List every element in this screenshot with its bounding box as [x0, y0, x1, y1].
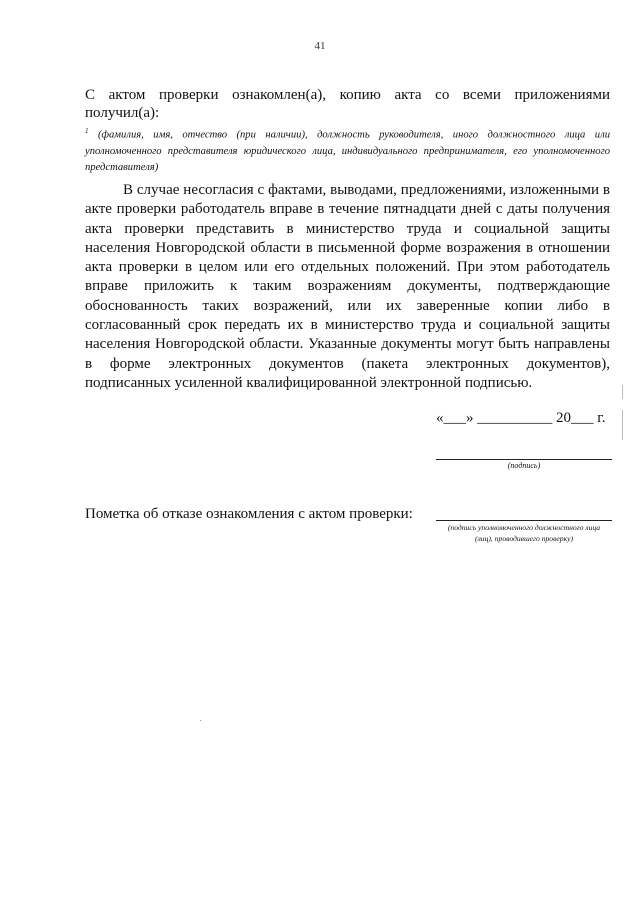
footnote-text: (фамилия, имя, отчество (при наличии), должность руководителя, иного должностного лица или уполномоченного представителя юридического лица, индивидуального предпринимателя, его уполномоченного представителя)	[85, 129, 611, 173]
acknowledgement-line-2: получил(а):	[85, 105, 160, 121]
page-number: 41	[314, 40, 326, 52]
scan-artifact	[200, 720, 201, 721]
scan-artifact	[622, 385, 623, 399]
refusal-label: Пометка об отказе ознакомления с актом проверки:	[85, 506, 413, 522]
refusal-caption-line-1: (подпись уполномоченного должностного лица	[447, 523, 601, 532]
scan-artifact	[622, 410, 623, 440]
acknowledgement-line-1: С актом проверки ознакомлен(а), копию акта со всеми приложениями	[85, 87, 610, 103]
refusal-caption-line-2: (лиц), проводившего проверку)	[474, 534, 574, 543]
objection-paragraph: В случае несогласия с фактами, выводами, предложениями, изложенными в акте проверки работодатель вправе в течение пятнадцати дней с даты получения акта проверки представить в министерство труда и социальной защиты населения Новгородской области в письменной форме возражения в отношении акта проверки в целом или его отдельных положений. При этом работодатель вправе приложить к таким возражениям документы, подтверждающие обоснованность таких возражений, или их заверенные копии либо в согласованный срок передать их в министерство труда и социальной защиты населения Новгородской области. Указанные документы могут быть направлены в форме электронных документов (пакета электронных документов), подписанных усиленной квалифицированной электронной подписью.	[85, 182, 610, 391]
refusal-signature-line	[436, 520, 612, 521]
signature-caption: (подпись)	[507, 461, 541, 470]
footnote	[85, 123, 610, 176]
date-line: «___» __________ 20___ г.	[436, 410, 606, 426]
signature-line	[436, 459, 612, 460]
refusal-caption	[430, 522, 618, 544]
footnote-marker: 1	[85, 127, 89, 135]
